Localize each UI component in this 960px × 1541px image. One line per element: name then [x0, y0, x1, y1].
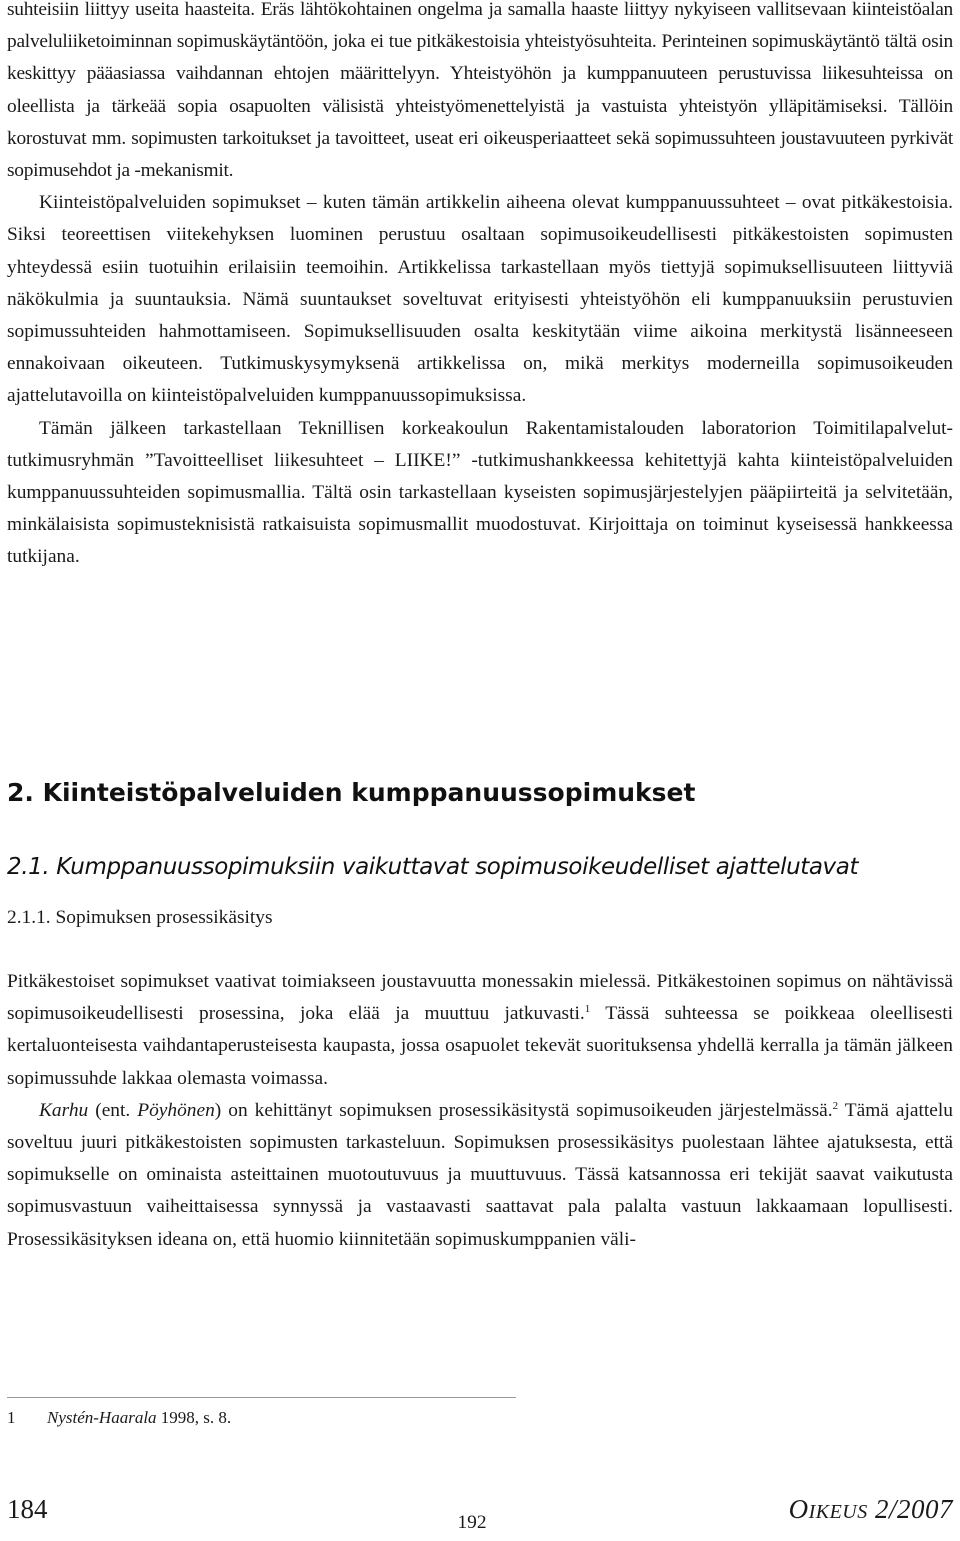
journal-initial: O: [788, 1494, 809, 1524]
footnote-author: Nystén-Haarala: [47, 1408, 157, 1427]
body-text-section: [7, 966, 953, 1256]
footnote: [7, 1404, 231, 1432]
journal-smallcaps: IKEUS: [808, 1501, 868, 1523]
paragraph-text: ) on kehittänyt sopimuksen prosessikäsitystä sopimusoikeuden järjestelmässä.: [214, 1099, 833, 1121]
paragraph-partnership-contracts: Kiinteistöpalveluiden sopimukset – kuten tämän artikkelin aiheena olevat kumppanuussuhteet – ovat pitkäkestoisia. Siksi teoreettisen viitekehyksen luominen perustuu osaltaan sopimusoikeudellisesti pitkäkestoisten sopimusten yhteydessä esiin tuotuihin erilaisiin teemoihin. Artikkelissa tarkastellaan myös tiettyjä sopimuksellisuuteen liittyviä näkökulmia ja suuntauksia. Nämä suuntaukset soveltuvat erityisesti yhteistyöhön eli kumppanuuksiin perustuvien sopimussuhteiden hahmottamiseen. Sopimuksellisuuden osalta keskitytään viime aikoina merkitystä lisänneeseen ennakoivaan oikeuteen. Tutkimuskysymyksenä artikkelissa on, mikä merkitys moderneilla sopimusoikeuden ajattelutavoilla on kiinteistöpalveluiden kumppanuussopimuksissa.: [7, 192, 953, 407]
footnote-divider: [7, 1397, 516, 1398]
section-heading: 2. Kiinteistöpalveluiden kumppanuussopimukset: [7, 778, 696, 807]
subsubsection-heading: 2.1.1. Sopimuksen prosessikäsitys: [7, 907, 273, 928]
footnote-number: 1: [7, 1408, 16, 1427]
paragraph-long-term-contracts: [7, 966, 953, 1095]
footnote-reference-1: 1: [584, 1003, 591, 1016]
paragraph-text: Tämä ajattelu soveltuu juuri pitkäkestoisten sopimusten tarkasteluun. Sopimuksen prosessikäsitys puolestaan lähtee ajatuksesta, että sopimukselle on ominaista asteittainen muotoutuvuus ja muuttuvuus. Tässä katsannossa eri tekijät saavat vaikutusta sopimusvastuun vaiheittaisessa synnyssä ja vastaavasti saattavat pala palalta vastuun lakkaamaan lopullisesti. Prosessikäsityksen ideana on, että huomio kiinnitetään sopimuskumppanien väli-: [7, 1099, 953, 1250]
footnote-text: 1998, s. 8.: [156, 1408, 232, 1427]
journal-issue: 2/2007: [867, 1494, 953, 1524]
paragraph-text: (ent.: [88, 1099, 138, 1121]
journal-name: [789, 1491, 953, 1530]
paragraph-liike-project: Tämän jälkeen tarkastellaan Teknillisen korkeakoulun Rakentamistalouden laboratorion Toimitilapalvelut-tutkimusryhmän ”Tavoitteelliset liikesuhteet – LIIKE!” -tutkimushankkeessa kehitettyjä kahta kiinteistöpalveluiden kumppanuussuhteiden sopimusmallia. Tältä osin tarkastellaan kyseisten sopimusjärjestelyjen pääpiirteitä ja selvitetään, minkälaisista sopimusteknisistä ratkaisuista sopimusmallit muodostuvat. Kirjoittaja on toiminut kyseisessä hankkeessa tutkijana.: [7, 417, 953, 568]
paragraph-process-view: [7, 1095, 953, 1256]
paragraph-text: Tässä suhteessa se poikkeaa oleellisesti kertaluonteisesta vaihdantaperusteisesta kaupasta, jossa osapuolet tekevät suorituksensa yhdellä kerralla ja tämän jälkeen sopimussuhde lakkaa olemasta voimassa.: [7, 1003, 953, 1089]
author-name: Pöyhönen: [137, 1099, 215, 1121]
body-text-top: [7, 0, 953, 574]
author-name: Karhu: [39, 1099, 89, 1121]
page-number: 184: [7, 1494, 48, 1524]
paragraph-text: Pitkäkestoiset sopimukset vaativat toimiakseen joustavuutta monessakin mielessä. Pitkäkestoinen sopimus on nähtävissä sopimusoikeudellisesti prosessina, joka elää ja muuttuu jatkuvasti.: [7, 971, 953, 1025]
pdf-page-number: 192: [457, 1512, 487, 1533]
paragraph-intro-continued: suhteisiin liittyy useita haasteita. Eräs lähtökohtainen ongelma ja samalla haaste liittyy nykyiseen vallitsevaan kiinteistöalan palveluliiketoiminnan sopimuskäytäntöön, joka ei tue pitkäkestoisia yhteistyösuhteita. Perinteinen sopimuskäytäntö tältä osin keskittyy pääasiassa vaihdannan ehtojen määrittelyyn. Yhteistyöhön ja kumppanuuteen perustuvissa liikesuhteissa on oleellista ja tärkeää sopia osapuolten välisistä yhteistyömenettelyistä ja vastuista yhteistyön ylläpitämiseksi. Tällöin korostuvat mm. sopimusten tarkoitukset ja tavoitteet, useat eri oikeusperiaatteet sekä sopimussuhteen joustavuuteen pyrkivät sopimusehdot ja -mekanismit.: [7, 0, 953, 182]
subsection-heading: 2.1. Kumppanuussopimuksiin vaikuttavat sopimusoikeudelliset ajattelutavat: [7, 854, 859, 880]
footnote-reference-2: 2: [832, 1099, 839, 1112]
